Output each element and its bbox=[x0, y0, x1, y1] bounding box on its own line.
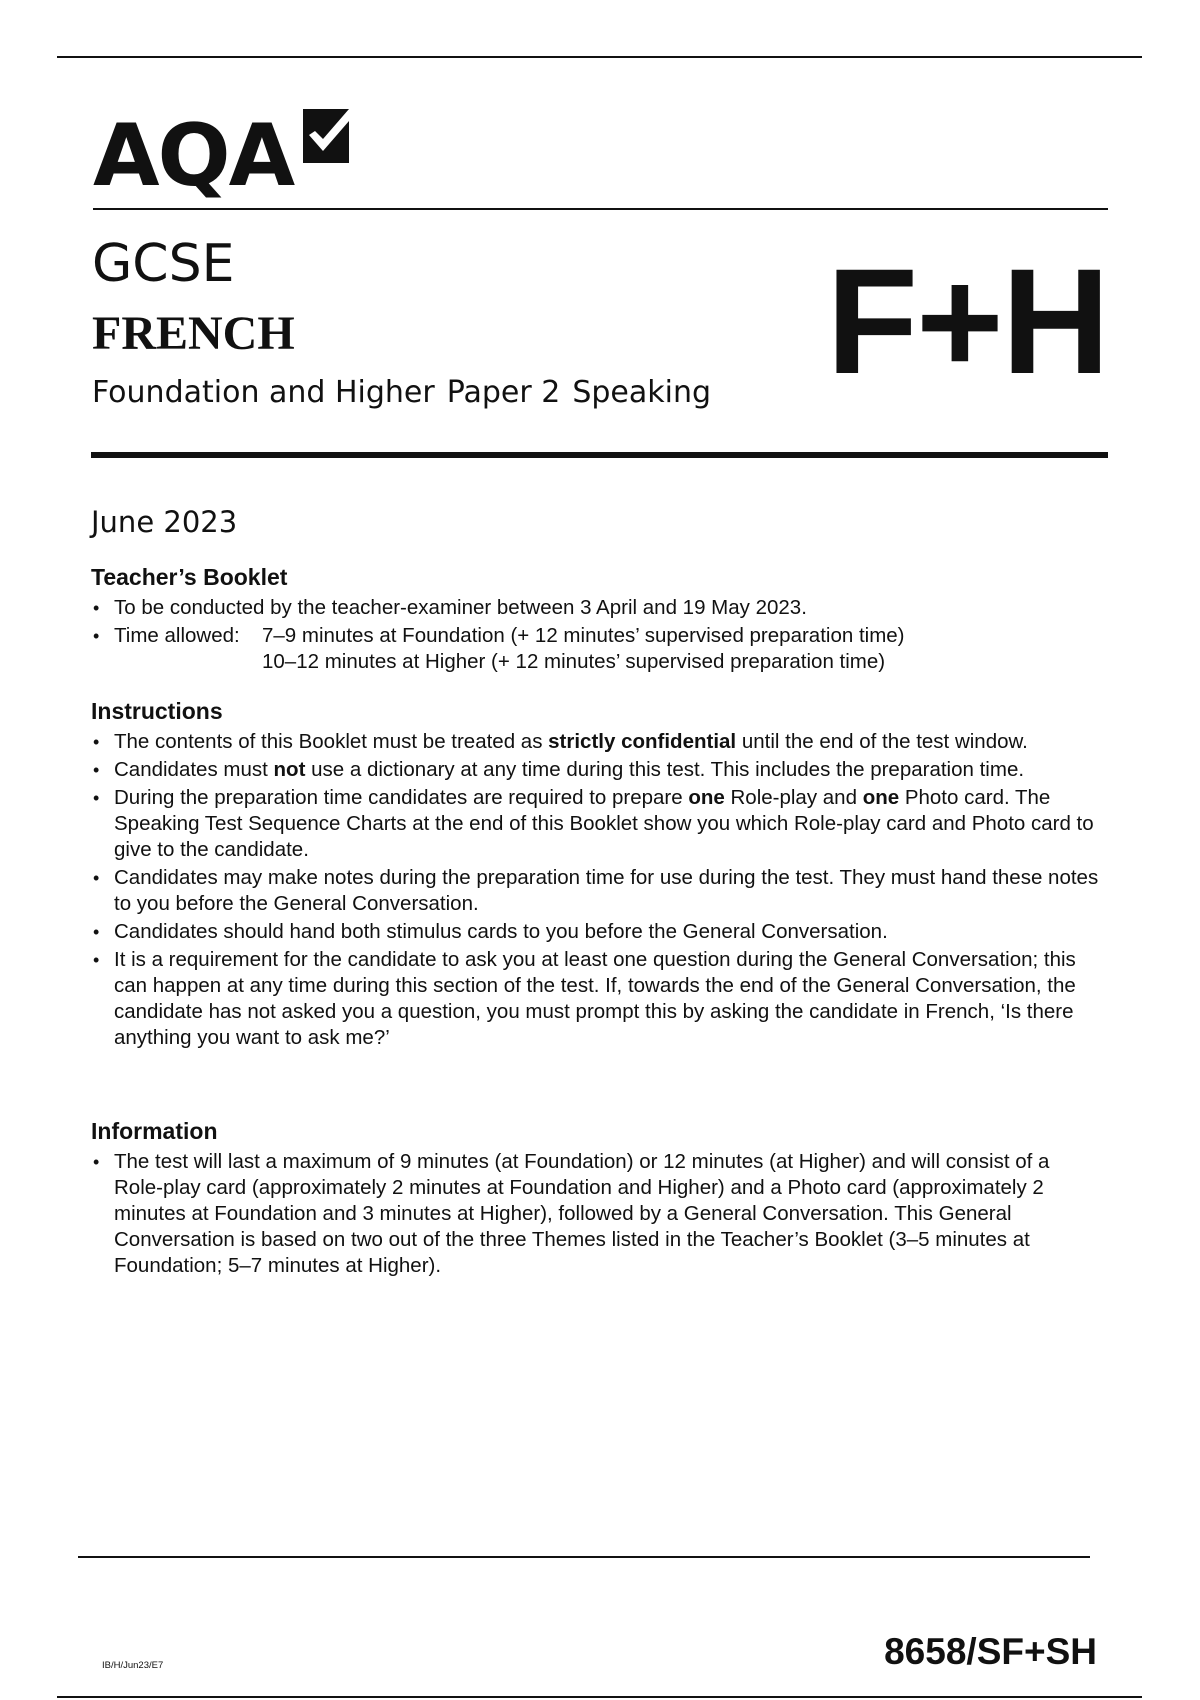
instruction-text: Candidates should hand both stimulus cards to you before the General Conversation. bbox=[114, 920, 888, 943]
time-higher: 10–12 minutes at Higher (+ 12 minutes’ supervised preparation time) bbox=[262, 650, 886, 673]
component-name: Speaking bbox=[572, 375, 712, 410]
paper-code: 8658/SF+SH bbox=[884, 1631, 1097, 1672]
instruction-text: It is a requirement for the candidate to ask you at least one question during the General Conversation; this can happen at any time during this section of the test. If, towards the end of the General Conversation, the candidate has not asked you a question, you must prompt this by asking the candidate in French, ‘Is there anything you want to ask me?’ bbox=[114, 948, 1076, 1049]
instruction-text: Role-play and bbox=[724, 786, 863, 809]
booklet-section bbox=[91, 566, 1101, 675]
list-item bbox=[91, 595, 1101, 621]
document-reference: IB/H/Jun23/E7 bbox=[102, 1660, 164, 1671]
top-page-rule bbox=[57, 56, 1142, 58]
paper-description bbox=[92, 375, 712, 410]
aqa-logo bbox=[93, 105, 363, 206]
list-item bbox=[91, 919, 1101, 945]
aqa-logo-text: AQA bbox=[93, 106, 294, 206]
subject-title: FRENCH bbox=[92, 307, 295, 360]
aqa-tick-mark-icon bbox=[301, 105, 351, 167]
list-item bbox=[91, 729, 1101, 755]
header-rule bbox=[93, 208, 1108, 210]
information-list bbox=[91, 1149, 1101, 1279]
booklet-list bbox=[91, 595, 1101, 675]
instruction-text: Candidates may make notes during the preparation time for use during the test. They must hand these notes to you before the General Conversation. bbox=[114, 866, 1099, 915]
tier-description: Foundation and Higher bbox=[92, 375, 435, 410]
instructions-heading: Instructions bbox=[91, 698, 223, 724]
paper-number: Paper 2 bbox=[446, 375, 561, 410]
thick-rule bbox=[91, 452, 1108, 458]
information-text: The test will last a maximum of 9 minutes (at Foundation) or 12 minutes (at Higher) and will consist of a Role-play card (approximately 2 minutes at Foundation and Higher) and a Photo card (approximately 2 minutes at Foundation and 3 minutes at Higher), followed by a General Conversation. This General Conversation is based on two out of the three Themes listed in the Teacher’s Booklet (3–5 minutes at Foundation; 5–7 minutes at Higher). bbox=[114, 1150, 1050, 1277]
instruction-text: The contents of this Booklet must be treated as bbox=[114, 730, 549, 753]
list-item bbox=[91, 947, 1101, 1051]
list-item bbox=[91, 757, 1101, 783]
exam-date: June 2023 bbox=[91, 505, 238, 539]
time-allowed-label: • Time allowed: bbox=[114, 624, 240, 647]
list-item bbox=[91, 623, 1101, 675]
tier-code: F+H bbox=[826, 237, 1108, 405]
list-item bbox=[91, 785, 1101, 863]
list-item bbox=[91, 865, 1101, 917]
instruction-text: until the end of the test window. bbox=[736, 730, 1028, 753]
information-section bbox=[91, 1120, 1101, 1279]
qualification-title: GCSE bbox=[92, 234, 235, 294]
bottom-page-rule bbox=[57, 1696, 1142, 1698]
instruction-emphasis: one bbox=[862, 786, 900, 809]
instructions-list bbox=[91, 729, 1101, 1051]
conduct-text: To be conducted by the teacher-examiner between 3 April and 19 May 2023. bbox=[114, 596, 807, 619]
instruction-emphasis: one bbox=[688, 786, 725, 809]
footer-rule bbox=[78, 1556, 1090, 1558]
instruction-emphasis: strictly confidential bbox=[548, 730, 737, 753]
instruction-text: During the preparation time candidates are required to prepare bbox=[114, 786, 689, 809]
instruction-text: use a dictionary at any time during this test. This includes the preparation time. bbox=[305, 758, 1025, 781]
instruction-text: Candidates must bbox=[114, 758, 274, 781]
time-foundation: 7–9 minutes at Foundation (+ 12 minutes’ supervised preparation time) bbox=[262, 624, 905, 647]
instruction-text: Photo card. The Speaking Test Sequence Charts at the end of this Booklet show you which Role-play card and Photo card to give to the candidate. bbox=[114, 786, 1094, 861]
instructions-section bbox=[91, 700, 1101, 1051]
instruction-emphasis: not bbox=[273, 758, 306, 781]
list-item bbox=[91, 1149, 1101, 1279]
booklet-heading: Teacher’s Booklet bbox=[91, 564, 288, 590]
information-heading: Information bbox=[91, 1118, 218, 1144]
